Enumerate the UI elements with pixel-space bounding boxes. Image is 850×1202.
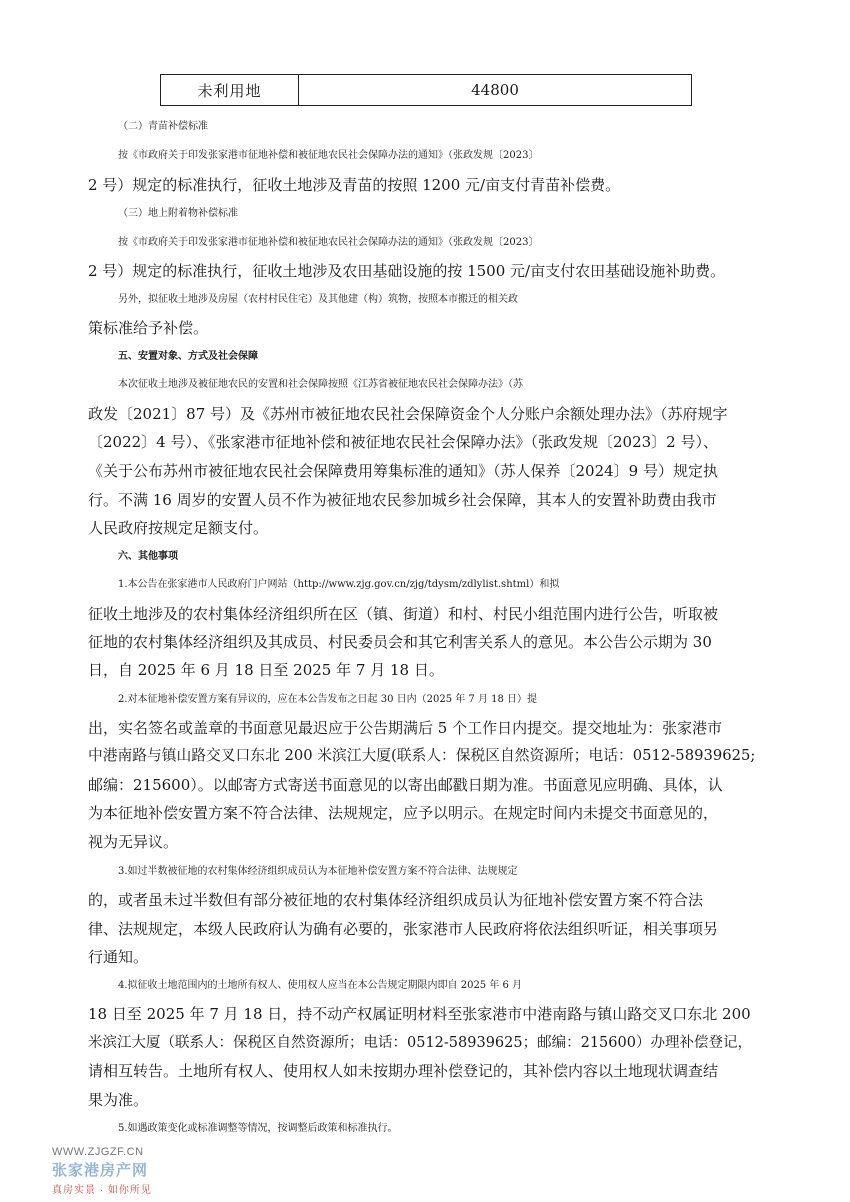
table-row bbox=[161, 75, 692, 106]
paragraph-line: 政发〔2021〕87 号）及《苏州市被征地农民社会保障资金个人分账户余额处理办法》（苏府规字 bbox=[88, 405, 728, 423]
paragraph-line: 邮编：215600）。以邮寄方式寄送书面意见的以寄出邮戳日期为准。书面意见应明确、具体，认 bbox=[88, 776, 723, 794]
paragraph-line: 5.如遇政策变化或标准调整等情况，按调整后政策和标准执行。 bbox=[118, 1123, 398, 1134]
paragraph-line: 行通知。 bbox=[88, 948, 149, 966]
watermark-brand: 张家港房产网 bbox=[52, 1162, 149, 1179]
section-heading: 五、安置对象、方式及社会保障 bbox=[118, 351, 258, 362]
paragraph-line: 征收土地涉及的农村集体经济组织所在区（镇、街道）和村、村民小组范围内进行公告，听取被 bbox=[88, 605, 719, 623]
section-heading: （二）青苗补偿标准 bbox=[118, 121, 208, 132]
paragraph-line: 请相互转告。土地所有权人、使用权人如未按期办理补偿登记的，其补偿内容以土地现状调查结 bbox=[88, 1062, 719, 1080]
paragraph-line: 米滨江大厦（联系人：保税区自然资源所；电话：0512-58939625；邮编：215600）办理补偿登记， bbox=[88, 1035, 752, 1051]
paragraph-line: 《关于公布苏州市被征地农民社会保障费用筹集标准的通知》（苏人保养〔2024〕9 号）规定执 bbox=[88, 462, 718, 480]
watermark-slogan: 真房实景 · 如你所见 bbox=[52, 1185, 152, 1196]
paragraph-line: 2 号）规定的标准执行，征收土地涉及青苗的按照 1200 元/亩支付青苗补偿费。 bbox=[88, 176, 621, 194]
paragraph-line: 〔2022〕4 号）、《张家港市征地补偿和被征地农民社会保障办法》（张政发规〔2023〕2 号）、 bbox=[88, 433, 718, 451]
land-type-cell: 未利用地 bbox=[161, 75, 299, 106]
paragraph-line: 中港南路与镇山路交叉口东北 200 米滨江大厦(联系人：保税区自然资源所；电话：0512-58939625; bbox=[88, 747, 756, 764]
paragraph-line: 为本征地补偿安置方案不符合法律、法规规定，应予以明示。在规定时间内未提交书面意见的， bbox=[88, 804, 719, 822]
paragraph-line: 人民政府按规定足额支付。 bbox=[88, 519, 269, 537]
paragraph-line: 征地的农村集体经济组织及其成员、村民委员会和其它利害关系人的意见。本公告公示期为 30 bbox=[88, 633, 712, 651]
land-table bbox=[160, 74, 692, 106]
section-heading: 六、其他事项 bbox=[118, 551, 178, 562]
paragraph-line: 果为准。 bbox=[88, 1091, 149, 1109]
paragraph-line: 策标准给予补偿。 bbox=[88, 319, 209, 337]
watermark-url: WWW.ZJGZF.CN bbox=[52, 1146, 144, 1158]
section-heading: （三）地上附着物补偿标准 bbox=[118, 208, 238, 219]
paragraph-line: 按《市政府关于印发张家港市征地补偿和被征地农民社会保障办法的通知》（张政发规〔2023〕 bbox=[118, 237, 539, 248]
paragraph-line: 律、法规规定，本级人民政府认为确有必要的，张家港市人民政府将依法组织听证，相关事项另 bbox=[88, 920, 719, 938]
paragraph-line: 3.如过半数被征地的农村集体经济组织成员认为本征地补偿安置方案不符合法律、法规规定 bbox=[118, 866, 518, 877]
paragraph-line: 出，实名签名或盖章的书面意见最迟应于公告期满后 5 个工作日内提交。提交地址为：张家港市 bbox=[88, 719, 723, 737]
paragraph-line: 1.本公告在张家港市人民政府门户网站（http://www.zjg.gov.cn/zjg/tdysm/zdlylist.shtml）和拟 bbox=[118, 579, 560, 590]
paragraph-line: 本次征收土地涉及被征地农民的安置和社会保障按照《江苏省被征地农民社会保障办法》（苏 bbox=[118, 379, 523, 390]
paragraph-line: 行。不满 16 周岁的安置人员不作为被征地农民参加城乡社会保障，其本人的安置补助费由我市 bbox=[88, 491, 717, 509]
paragraph-line: 4.拟征收土地范围内的土地所有权人、使用权人应当在本公告规定期限内即自 2025 年 6 月 bbox=[118, 980, 523, 991]
paragraph-line: 视为无异议。 bbox=[88, 833, 179, 851]
paragraph-line: 按《市政府关于印发张家港市征地补偿和被征地农民社会保障办法的通知》（张政发规〔2023〕 bbox=[118, 150, 539, 161]
paragraph-line: 另外，拟征收土地涉及房屋（农村村民住宅）及其他建（构）筑物，按照本市搬迁的相关政 bbox=[118, 294, 518, 305]
watermark-logo bbox=[52, 1146, 172, 1196]
paragraph-line: 2 号）规定的标准执行，征收土地涉及农田基础设施的按 1500 元/亩支付农田基础设施补助费。 bbox=[88, 262, 726, 280]
paragraph-line: 2.对本征地补偿安置方案有异议的，应在本公告发布之日起 30 日内（2025 年 7 月 18 日）提 bbox=[118, 694, 538, 705]
paragraph-line: 18 日至 2025 年 7 月 18 日，持不动产权属证明材料至张家港市中港南路与镇山路交叉口东北 200 bbox=[88, 1005, 751, 1023]
paragraph-line: 的，或者虽未过半数但有部分被征地的农村集体经济组织成员认为征地补偿安置方案不符合法 bbox=[88, 891, 704, 909]
paragraph-line: 日，自 2025 年 6 月 18 日至 2025 年 7 月 18 日。 bbox=[88, 661, 444, 679]
land-area-cell: 44800 bbox=[299, 75, 692, 106]
